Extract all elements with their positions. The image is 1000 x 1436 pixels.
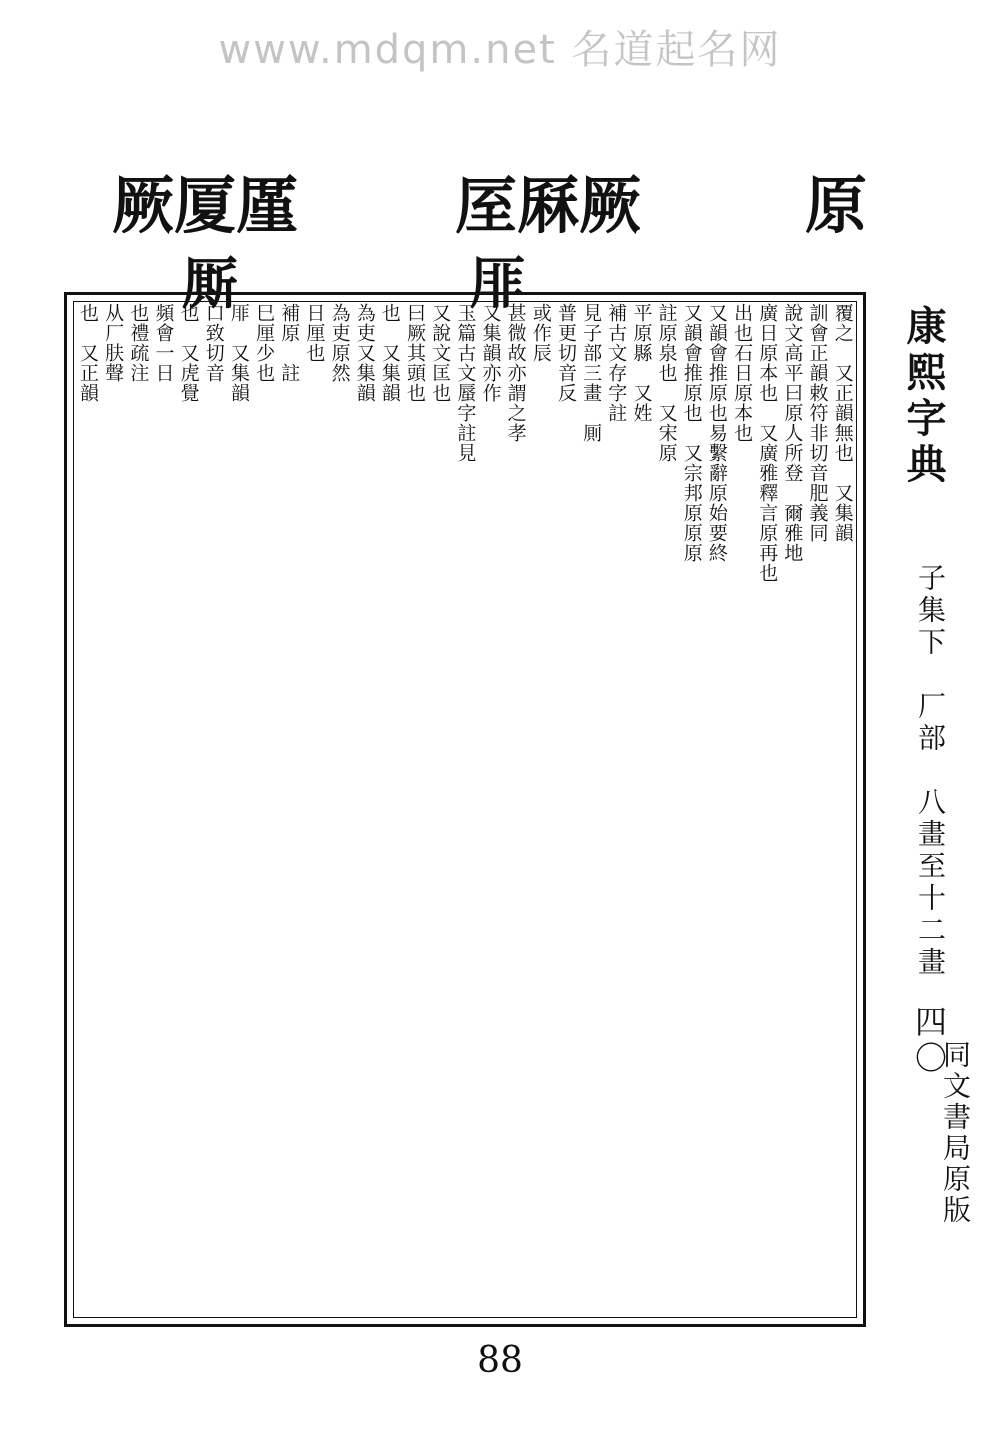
text-column: 也禮疏注 (127, 303, 150, 383)
text-column: 說文高平曰原人所登 爾雅地 (781, 303, 804, 563)
text-column: 巳厘少也 (253, 303, 276, 383)
text-column: 平原縣 又姓 (630, 303, 653, 423)
text-column: 為吏原然 (328, 303, 351, 383)
text-column: 補古文存字註 (605, 303, 628, 423)
text-column: 見子部三畫 厠 (580, 303, 603, 443)
text-column: 日厘也 (303, 303, 326, 363)
text-column: 或作辰 (529, 303, 552, 363)
text-column: 又韻會推原也 又宗邦原原原 (680, 303, 703, 563)
text-column: 厞 又集韻 (227, 303, 250, 403)
text-column: 又韻會推原也易繫辭原始要終 (705, 303, 728, 563)
text-column: 口致切音 (202, 303, 225, 383)
book-title: 康熙字典 (900, 305, 947, 489)
text-column: 註原泉也 又宋原 (655, 303, 678, 463)
text-column: 為吏又集韻 (353, 303, 376, 403)
text-column: 也 又正韻 (77, 303, 99, 403)
text-column: 曰厥其頭也 (404, 303, 427, 403)
text-columns (75, 303, 855, 1316)
text-column: 訓會正韻敕符非切音肥義同 (806, 303, 829, 543)
text-column: 出也石日原本也 (731, 303, 754, 443)
text-column: 廣日原本也 又廣雅釋言原再也 (756, 303, 779, 583)
seal-character-right: 原 (805, 169, 868, 242)
text-column: 頻會一日 (152, 303, 175, 383)
text-column: 玉篇古文蜃字註見 (454, 303, 477, 463)
text-column: 補原 註 (278, 303, 301, 383)
seal-character-middle-sub: 厞 (470, 251, 526, 317)
text-column: 从厂肤聲 (102, 303, 125, 383)
publisher-label: 同文書局原版 (939, 1040, 972, 1226)
text-column: 又說文匡也 (429, 303, 452, 403)
seal-character-left-sub: 厮 (182, 251, 238, 317)
text-column: 普更切音反 (554, 303, 577, 403)
watermark-text: www.mdqm.net 名道起名网 (218, 27, 782, 73)
seal-characters-middle: 厔厤厥 (455, 169, 642, 242)
page-code: 四〇 (910, 1005, 948, 1077)
page-number: 88 (477, 1340, 523, 1381)
text-column: 覆之 又正韻無也 又集韻 (831, 303, 854, 543)
text-column: 也 又集韻 (378, 303, 401, 403)
text-column: 也 又虎覺 (177, 303, 200, 403)
text-column: 甚微故亦謂之孝 (504, 303, 527, 443)
text-column: 又集韻亦作 (479, 303, 502, 403)
seal-characters-left: 厥厦厪 (112, 169, 299, 242)
text-frame (64, 292, 866, 1327)
section-label: 子集下 厂部 八畫至十二畫 (914, 563, 947, 979)
